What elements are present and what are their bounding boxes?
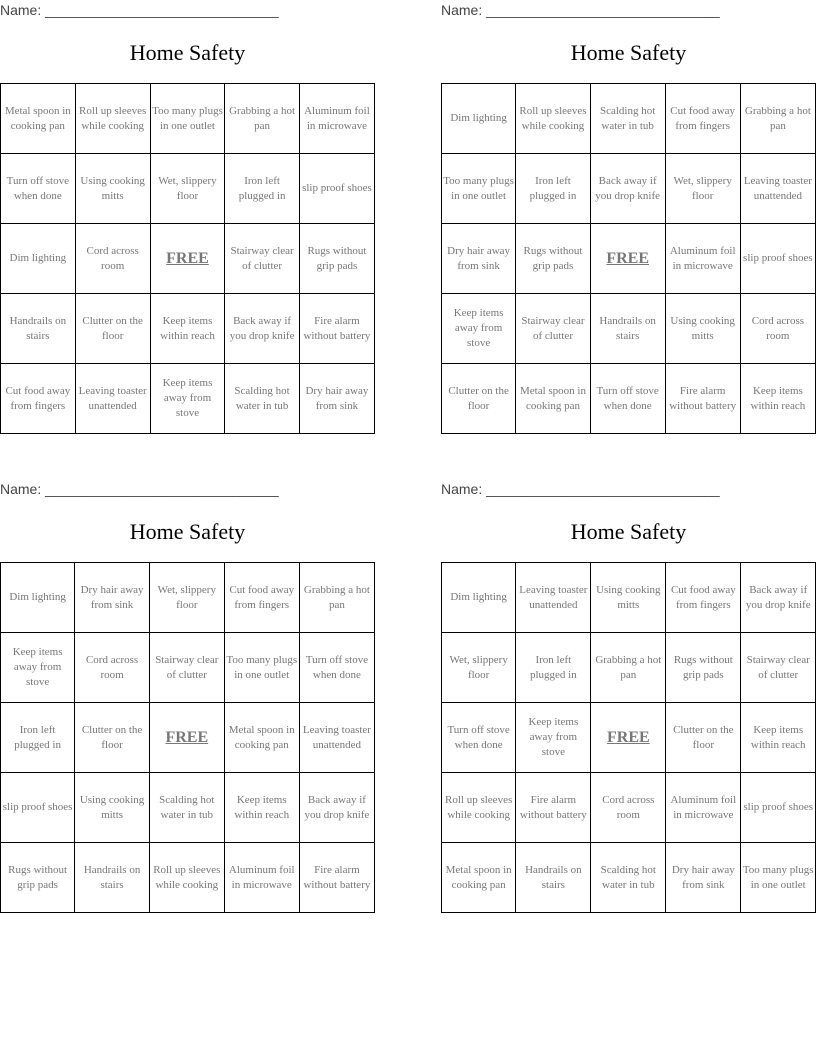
- name-line: Name: ______________________________: [0, 2, 279, 18]
- bingo-cell: Turn off stove when done: [442, 703, 516, 773]
- bingo-cell: Aluminum foil in microwave: [299, 84, 374, 154]
- bingo-cell: Fire alarm without battery: [299, 843, 374, 913]
- bingo-cell: Turn off stove when done: [1, 154, 76, 224]
- bingo-cell: Leaving toaster unattended: [75, 364, 150, 434]
- bingo-cell: Using cooking mitts: [75, 154, 150, 224]
- bingo-cell: Cord across room: [591, 773, 666, 843]
- bingo-cell: Handrails on stairs: [516, 843, 591, 913]
- bingo-cell: Leaving toaster unattended: [516, 563, 591, 633]
- bingo-cell: Cut food away from fingers: [665, 84, 740, 154]
- bingo-cell: Roll up sleeves while cooking: [442, 773, 516, 843]
- card-title: Home Safety: [570, 40, 687, 65]
- bingo-cell: Aluminum foil in microwave: [224, 843, 299, 913]
- bingo-cell: Cord across room: [75, 224, 150, 294]
- bingo-cell: Dim lighting: [442, 84, 516, 154]
- bingo-cell: Wet, slippery floor: [442, 633, 516, 703]
- bingo-grid: [441, 562, 816, 913]
- bingo-cell: Clutter on the floor: [75, 703, 150, 773]
- bingo-cell: Clutter on the floor: [666, 703, 741, 773]
- bingo-cell: Back away if you drop knife: [590, 154, 665, 224]
- bingo-cell: Stairway clear of clutter: [225, 224, 300, 294]
- bingo-cell: slip proof shoes: [1, 773, 75, 843]
- bingo-cell: Too many plugs in one outlet: [224, 633, 299, 703]
- bingo-cell: Wet, slippery floor: [149, 563, 224, 633]
- bingo-cell: Back away if you drop knife: [225, 294, 300, 364]
- bingo-cell: Fire alarm without battery: [516, 773, 591, 843]
- name-line: Name: ______________________________: [0, 481, 279, 497]
- name-line: Name: ______________________________: [441, 481, 720, 497]
- bingo-grid: [0, 83, 375, 434]
- bingo-cell: Keep items away from stove: [150, 364, 225, 434]
- bingo-cell: Dim lighting: [442, 563, 516, 633]
- bingo-cell: Roll up sleeves while cooking: [149, 843, 224, 913]
- bingo-cell: Dry hair away from sink: [299, 364, 374, 434]
- bingo-cell: Fire alarm without battery: [299, 294, 374, 364]
- bingo-cell: Grabbing a hot pan: [591, 633, 666, 703]
- bingo-cell: Dry hair away from sink: [442, 224, 516, 294]
- bingo-cell: Rugs without grip pads: [666, 633, 741, 703]
- bingo-cell: Keep items within reach: [150, 294, 225, 364]
- bingo-cell: Iron left plugged in: [516, 154, 591, 224]
- bingo-cell: Back away if you drop knife: [741, 563, 816, 633]
- bingo-cell: Scalding hot water in tub: [149, 773, 224, 843]
- bingo-cell: Metal spoon in cooking pan: [1, 84, 76, 154]
- bingo-cell: Back away if you drop knife: [299, 773, 374, 843]
- bingo-cell: Rugs without grip pads: [1, 843, 75, 913]
- bingo-cell: Too many plugs in one outlet: [442, 154, 516, 224]
- bingo-cell: slip proof shoes: [740, 224, 815, 294]
- bingo-cell: Cut food away from fingers: [666, 563, 741, 633]
- bingo-cell: Iron left plugged in: [1, 703, 75, 773]
- bingo-cell: Scalding hot water in tub: [590, 84, 665, 154]
- bingo-cell: Wet, slippery floor: [665, 154, 740, 224]
- free-cell: FREE: [150, 224, 225, 294]
- bingo-cell: Using cooking mitts: [665, 294, 740, 364]
- bingo-cell: Grabbing a hot pan: [740, 84, 815, 154]
- bingo-cell: Iron left plugged in: [225, 154, 300, 224]
- free-cell: FREE: [149, 703, 224, 773]
- bingo-cell: Leaving toaster unattended: [299, 703, 374, 773]
- bingo-cell: Dry hair away from sink: [75, 563, 150, 633]
- bingo-cell: Scalding hot water in tub: [591, 843, 666, 913]
- bingo-grid: [441, 83, 816, 434]
- bingo-cell: Fire alarm without battery: [665, 364, 740, 434]
- bingo-cell: Too many plugs in one outlet: [741, 843, 816, 913]
- bingo-cell: Cord across room: [740, 294, 815, 364]
- bingo-cell: Scalding hot water in tub: [225, 364, 300, 434]
- bingo-cell: Metal spoon in cooking pan: [516, 364, 591, 434]
- card-title: Home Safety: [129, 519, 246, 544]
- bingo-cell: Stairway clear of clutter: [741, 633, 816, 703]
- bingo-cell: Dim lighting: [1, 224, 76, 294]
- bingo-cell: Keep items away from stove: [442, 294, 516, 364]
- bingo-cell: Keep items within reach: [740, 364, 815, 434]
- bingo-cell: Leaving toaster unattended: [740, 154, 815, 224]
- bingo-cell: Metal spoon in cooking pan: [442, 843, 516, 913]
- bingo-cell: Handrails on stairs: [590, 294, 665, 364]
- bingo-cell: Handrails on stairs: [1, 294, 76, 364]
- bingo-cell: Cut food away from fingers: [224, 563, 299, 633]
- bingo-cell: Using cooking mitts: [75, 773, 150, 843]
- bingo-cell: slip proof shoes: [299, 154, 374, 224]
- card-title: Home Safety: [129, 40, 246, 65]
- free-cell: FREE: [591, 703, 666, 773]
- bingo-cell: Roll up sleeves while cooking: [75, 84, 150, 154]
- bingo-cell: Clutter on the floor: [442, 364, 516, 434]
- bingo-cell: Keep items within reach: [741, 703, 816, 773]
- bingo-cell: Too many plugs in one outlet: [150, 84, 225, 154]
- bingo-cell: Cord across room: [75, 633, 150, 703]
- free-cell: FREE: [590, 224, 665, 294]
- bingo-cell: Clutter on the floor: [75, 294, 150, 364]
- bingo-cell: slip proof shoes: [741, 773, 816, 843]
- bingo-cell: Handrails on stairs: [75, 843, 150, 913]
- bingo-grid: [0, 562, 375, 913]
- bingo-cell: Rugs without grip pads: [516, 224, 591, 294]
- bingo-cell: Using cooking mitts: [591, 563, 666, 633]
- bingo-cell: Wet, slippery floor: [150, 154, 225, 224]
- bingo-cell: Turn off stove when done: [590, 364, 665, 434]
- bingo-cell: Iron left plugged in: [516, 633, 591, 703]
- bingo-cell: Keep items within reach: [224, 773, 299, 843]
- name-line: Name: ______________________________: [441, 2, 720, 18]
- bingo-cell: Dim lighting: [1, 563, 75, 633]
- bingo-cell: Metal spoon in cooking pan: [224, 703, 299, 773]
- bingo-cell: Keep items away from stove: [1, 633, 75, 703]
- bingo-cell: Grabbing a hot pan: [299, 563, 374, 633]
- bingo-cell: Dry hair away from sink: [666, 843, 741, 913]
- bingo-cell: Stairway clear of clutter: [149, 633, 224, 703]
- bingo-cell: Grabbing a hot pan: [225, 84, 300, 154]
- bingo-cell: Aluminum foil in microwave: [666, 773, 741, 843]
- bingo-cell: Aluminum foil in microwave: [665, 224, 740, 294]
- bingo-cell: Turn off stove when done: [299, 633, 374, 703]
- bingo-cell: Keep items away from stove: [516, 703, 591, 773]
- bingo-cell: Rugs without grip pads: [299, 224, 374, 294]
- bingo-cell: Cut food away from fingers: [1, 364, 76, 434]
- card-title: Home Safety: [570, 519, 687, 544]
- bingo-cell: Stairway clear of clutter: [516, 294, 591, 364]
- bingo-cell: Roll up sleeves while cooking: [516, 84, 591, 154]
